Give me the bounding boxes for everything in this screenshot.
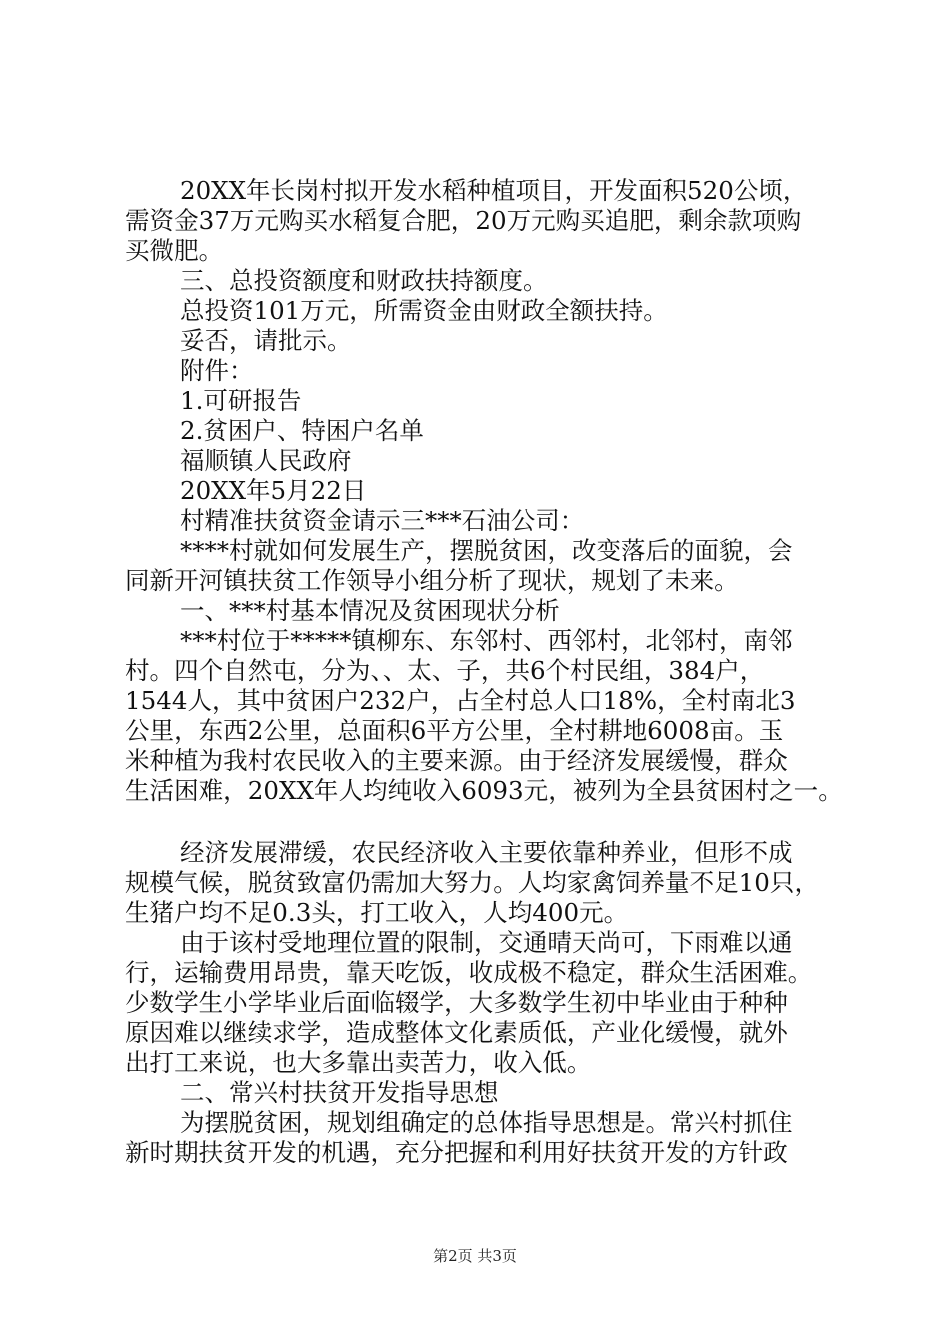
- text-line: 附件：: [180, 356, 254, 385]
- text-line: 一、***村基本情况及贫困现状分析: [180, 596, 560, 625]
- text-line: 出打工来说，也大多靠出卖苦力，收入低。: [125, 1048, 592, 1077]
- text-line: 妥否，请批示。: [180, 326, 352, 355]
- text-line: 经济发展滞缓，农民经济收入主要依靠种养业，但形不成: [180, 838, 793, 867]
- text-line: ***村位于*****镇柳东、东邻村、西邻村，北邻村，南邻: [180, 626, 793, 655]
- text-line: 公里，东西2公里，总面积6平方公里，全村耕地6008亩。玉: [125, 716, 784, 745]
- page-footer: 第2页 共3页: [433, 1247, 517, 1265]
- text-line: 规模气候，脱贫致富仍需加大努力。人均家禽饲养量不足10只，: [125, 868, 820, 897]
- text-line: 原因难以继续求学，造成整体文化素质低，产业化缓慢，就外: [125, 1018, 788, 1047]
- text-line: 村精准扶贫资金请示三***石油公司：: [180, 506, 585, 535]
- text-line: 同新开河镇扶贫工作领导小组分析了现状，规划了未来。: [125, 566, 739, 595]
- text-line: ****村就如何发展生产，摆脱贫困，改变落后的面貌，会: [180, 536, 793, 565]
- text-line: 为摆脱贫困，规划组确定的总体指导思想是。常兴村抓住: [180, 1108, 793, 1137]
- text-line: 二、常兴村扶贫开发指导思想: [180, 1078, 499, 1107]
- text-line: 由于该村受地理位置的限制，交通晴天尚可，下雨难以通: [180, 928, 793, 957]
- text-line: 需资金37万元购买水稻复合肥，20万元购买追肥，剩余款项购: [125, 206, 802, 235]
- text-line: 生活困难，20XX年人均纯收入6093元，被列为全县贫困村之一。: [125, 776, 843, 805]
- paragraph-gap: [0, 806, 950, 838]
- text-line: 生猪户均不足0.3头，打工收入，人均400元。: [125, 898, 629, 927]
- text-line: 1544人，其中贫困户232户，占全村总人口18%，全村南北3: [125, 686, 796, 715]
- text-line: 1.可研报告: [180, 386, 302, 415]
- text-line: 村。四个自然屯，分为、、太、子，共6个村民组，384户，: [125, 656, 765, 685]
- text-line: 2.贫困户、特困户名单: [180, 416, 424, 445]
- text-line: 福顺镇人民政府: [180, 446, 352, 475]
- text-line: 买微肥。: [125, 236, 224, 265]
- text-line: 行，运输费用昂贵，靠天吃饭，收成极不稳定，群众生活困难。: [125, 958, 813, 987]
- text-line: 少数学生小学毕业后面临辍学，大多数学生初中毕业由于种种: [125, 988, 788, 1017]
- text-line: 20XX年5月22日: [180, 476, 367, 505]
- text-line: 三、总投资额度和财政扶持额度。: [180, 266, 548, 295]
- text-line: 20XX年长岗村拟开发水稻种植项目，开发面积520公顷，: [180, 176, 808, 205]
- text-line: 总投资101万元，所需资金由财政全额扶持。: [180, 296, 668, 325]
- text-line: 米种植为我村农民收入的主要来源。由于经济发展缓慢，群众: [125, 746, 788, 775]
- document-body: [0, 176, 950, 1168]
- text-line: 新时期扶贫开发的机遇，充分把握和利用好扶贫开发的方针政: [125, 1138, 788, 1167]
